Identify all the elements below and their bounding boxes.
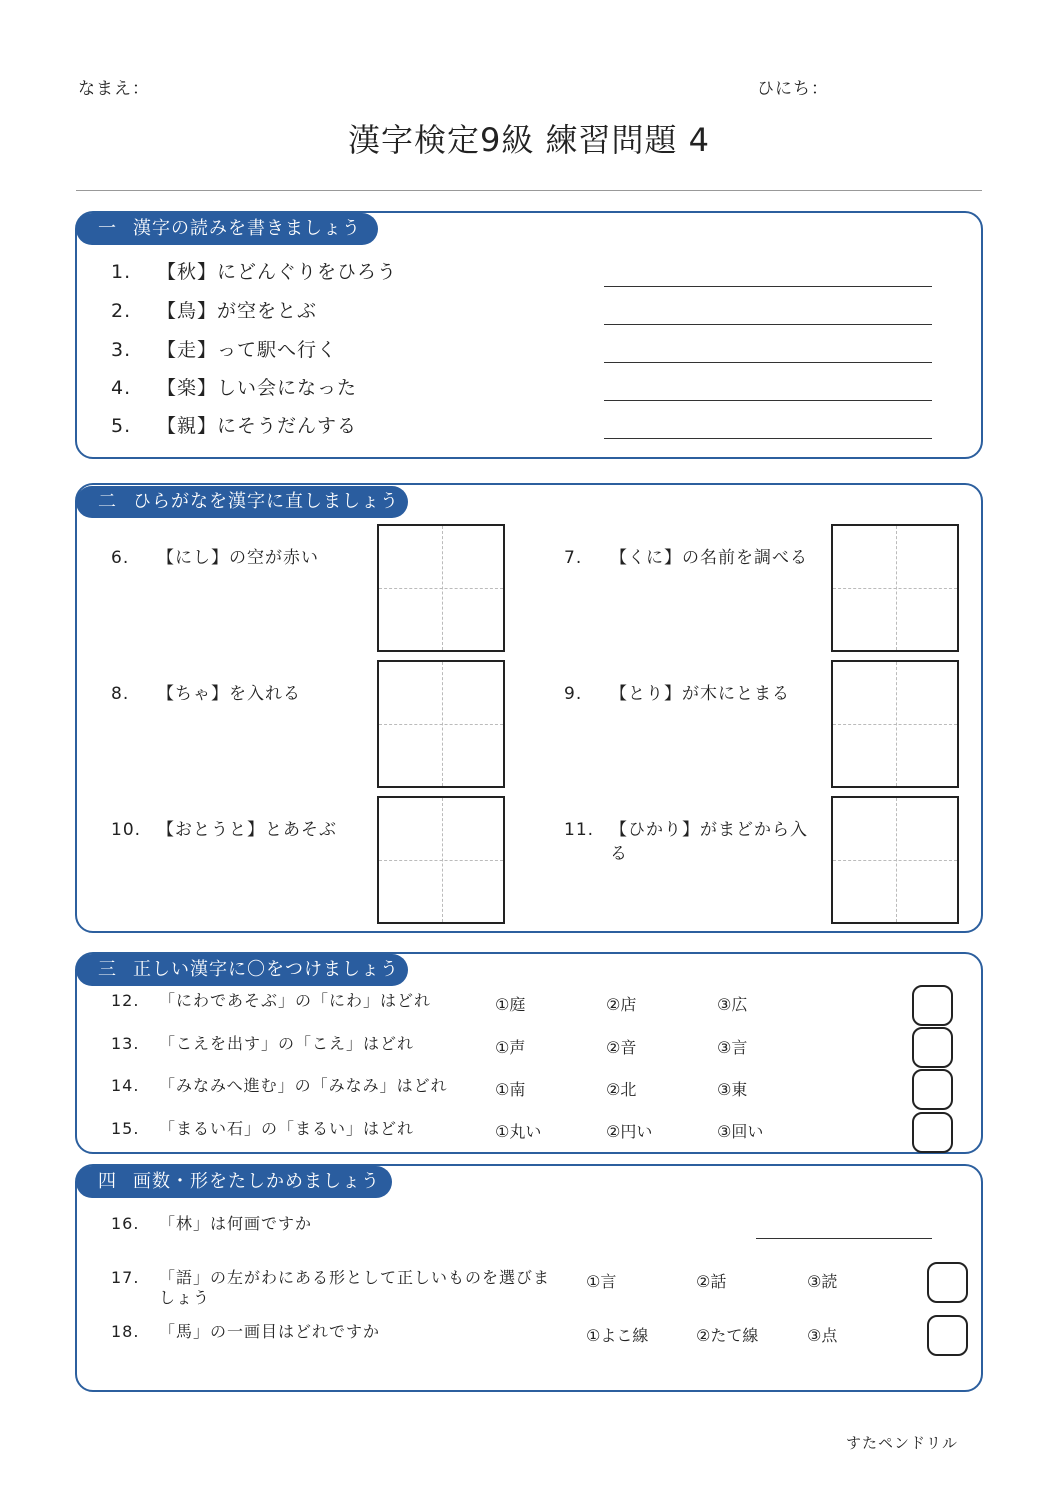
answer-box-15[interactable] [912,1112,953,1153]
question-13-text: 「こえを出す」の「こえ」はどれ [159,1034,415,1053]
option-12-1[interactable]: ①庭 [495,995,526,1014]
answer-line-2[interactable] [604,324,932,325]
kanji-box-10[interactable] [377,796,505,924]
kanji-box-9[interactable] [831,660,959,788]
answer-line-5[interactable] [604,438,932,439]
section-4-label: 画数・形をたしかめましょう [133,1171,380,1192]
question-16-number: 16. [111,1214,140,1233]
question-16 [111,1214,531,1244]
question-3-text: 【走】って駅へ行く [157,339,338,361]
option-15-1[interactable]: ①丸い [495,1122,542,1141]
section-2-tab [76,486,408,518]
question-13 [111,1034,481,1074]
question-1-text: 【秋】にどんぐりをひろう [157,261,398,283]
option-14-2[interactable]: ②北 [606,1080,637,1099]
question-6-number: 6. [111,548,130,568]
option-18-3[interactable]: ③点 [807,1326,838,1345]
question-2-number: 2. [111,300,132,322]
question-1-number: 1. [111,261,132,283]
answer-box-14[interactable] [912,1069,953,1110]
question-15-text: 「まるい石」の「まるい」はどれ [159,1119,415,1138]
option-12-3[interactable]: ③広 [717,995,748,1014]
section-1-tab [76,213,378,245]
kanji-box-11[interactable] [831,796,959,924]
question-3 [111,335,337,362]
question-10 [111,818,371,868]
page-title: 漢字検定9級 練習問題 4 [347,121,711,159]
question-7-number: 7. [564,548,583,568]
answer-box-12[interactable] [912,985,953,1026]
title-divider [76,190,982,191]
question-17-text: 「語」の左がわにある形として正しいものを選びましょう [159,1268,551,1307]
question-12-number: 12. [111,991,140,1010]
question-5 [111,411,357,438]
question-7-text: 【くに】の名前を調べる [610,548,808,568]
question-2-text: 【鳥】が空をとぶ [157,300,318,322]
section-3-tab [76,954,408,986]
option-14-3[interactable]: ③東 [717,1080,748,1099]
question-1 [111,257,397,284]
option-17-3[interactable]: ③読 [807,1272,838,1291]
option-14-1[interactable]: ①南 [495,1080,526,1099]
section-3-label: 正しい漢字に〇をつけましょう [133,959,399,980]
question-4-text: 【楽】しい会になった [157,377,358,399]
option-12-2[interactable]: ②店 [606,995,637,1014]
question-8-number: 8. [111,684,130,704]
question-12-text: 「にわであそぶ」の「にわ」はどれ [159,991,432,1010]
question-13-number: 13. [111,1034,140,1053]
date-label: ひにち： [757,79,829,99]
answer-box-17[interactable] [927,1262,968,1303]
question-10-text: 【おとうと】とあそぶ [157,820,337,840]
section-2-label: ひらがなを漢字に直しましょう [133,491,399,512]
question-4 [111,373,357,400]
question-18-number: 18. [111,1322,140,1341]
question-3-number: 3. [111,339,132,361]
option-17-1[interactable]: ①言 [586,1272,617,1291]
section-1-label: 漢字の読みを書きましょう [133,218,361,239]
option-15-3[interactable]: ③回い [717,1122,764,1141]
answer-line-3[interactable] [604,362,932,363]
section-4-tab [76,1166,392,1198]
question-6 [111,546,371,596]
section-2-number: 二 [98,491,117,512]
kanji-box-8[interactable] [377,660,505,788]
question-15 [111,1119,481,1149]
kanji-box-7[interactable] [831,524,959,652]
answer-line-1[interactable] [604,286,932,287]
question-14-text: 「みなみへ進む」の「みなみ」はどれ [159,1076,448,1095]
question-10-number: 10. [111,820,142,840]
question-18-text: 「馬」の一画目はどれですか [159,1322,381,1341]
option-15-2[interactable]: ②円い [606,1122,653,1141]
question-16-text: 「林」は何画ですか [159,1214,313,1233]
question-15-number: 15. [111,1119,140,1138]
kanji-box-6[interactable] [377,524,505,652]
option-17-2[interactable]: ②話 [696,1272,727,1291]
question-11-number: 11. [564,820,595,840]
question-17 [111,1268,561,1312]
question-12 [111,991,481,1031]
question-2 [111,296,317,323]
answer-line-4[interactable] [604,400,932,401]
question-8-text: 【ちゃ】を入れる [157,684,301,704]
question-6-text: 【にし】の空が赤い [157,548,319,568]
section-1-number: 一 [98,218,117,239]
question-18 [111,1322,561,1352]
question-5-number: 5. [111,415,132,437]
question-14 [111,1076,481,1116]
option-13-3[interactable]: ③言 [717,1038,748,1057]
section-4-number: 四 [98,1171,117,1192]
option-18-2[interactable]: ②たて線 [696,1326,759,1345]
footer-brand: すたペンドリル [846,1434,959,1452]
answer-box-13[interactable] [912,1027,953,1068]
section-3-number: 三 [98,959,117,980]
question-7 [564,546,824,596]
question-4-number: 4. [111,377,132,399]
question-5-text: 【親】にそうだんする [157,415,358,437]
question-9-number: 9. [564,684,583,704]
question-14-number: 14. [111,1076,140,1095]
question-11 [564,818,824,868]
option-13-2[interactable]: ②音 [606,1038,637,1057]
question-11-text: 【ひかり】がまどから入る [610,820,808,864]
option-13-1[interactable]: ①声 [495,1038,526,1057]
question-9 [564,682,824,732]
answer-box-18[interactable] [927,1315,968,1356]
answer-line-16[interactable] [756,1238,932,1239]
question-8 [111,682,371,732]
question-17-number: 17. [111,1268,140,1287]
question-9-text: 【とり】が木にとまる [610,684,790,704]
name-label: なまえ： [78,79,150,99]
option-18-1[interactable]: ①よこ線 [586,1326,649,1345]
